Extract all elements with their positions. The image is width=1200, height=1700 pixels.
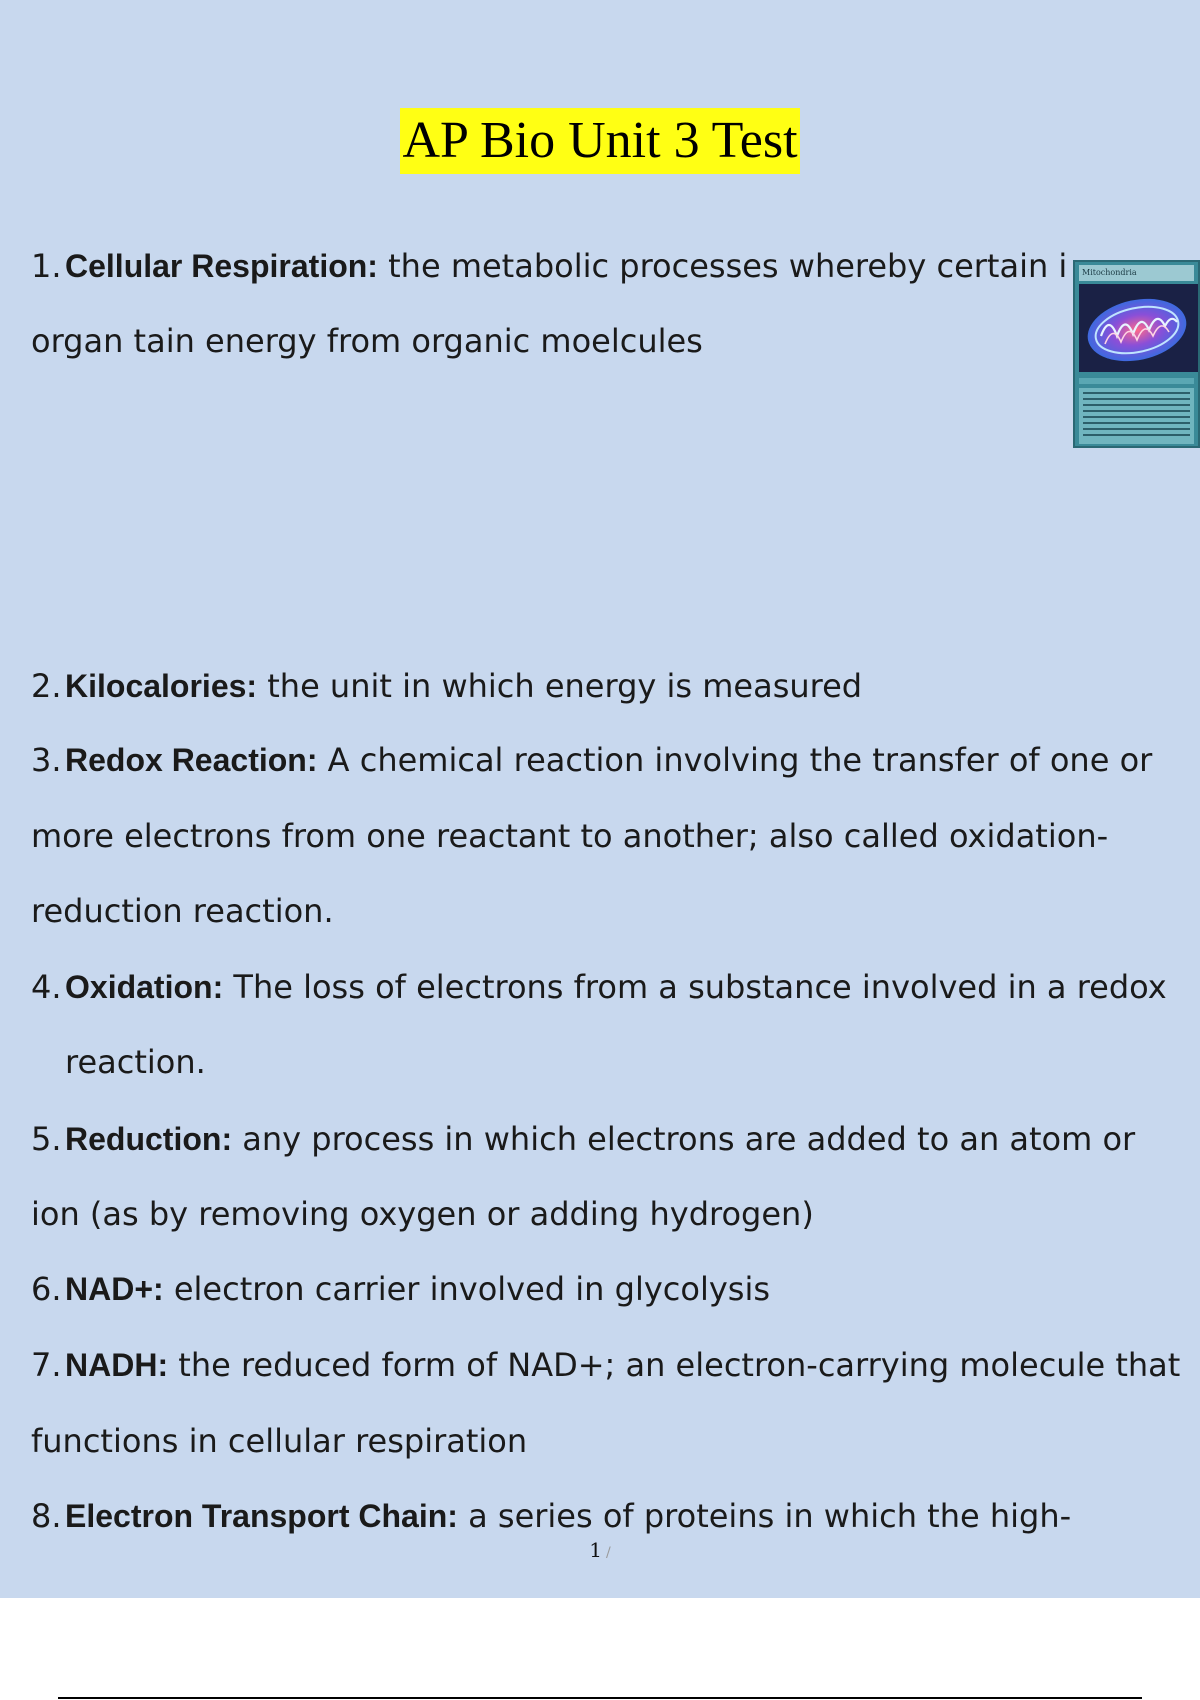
definition-text: the reduced form of NAD+; an electron-carrying molecule that xyxy=(178,1346,1181,1384)
definition-text: any process in which electrons are added to an atom or xyxy=(242,1120,1136,1158)
definition-continuation: organ tain energy from organic moelcules xyxy=(31,322,703,360)
image-caption-bar xyxy=(1079,378,1194,384)
term: NAD+: xyxy=(65,1271,164,1307)
definition-item xyxy=(31,1102,1194,1177)
item-number: 5. xyxy=(31,1120,62,1158)
page-title: AP Bio Unit 3 Test xyxy=(400,108,799,174)
definition-item xyxy=(31,649,1194,724)
term: Kilocalories: xyxy=(65,668,258,704)
definition-continuation: functions in cellular respiration xyxy=(31,1422,528,1460)
mitochondria-icon xyxy=(1079,284,1194,372)
term: Reduction: xyxy=(65,1121,233,1157)
footer-divider xyxy=(58,1697,1142,1699)
definition-continuation: reaction. xyxy=(65,1043,206,1081)
definition-text: The loss of electrons from a substance involved in a redox xyxy=(233,968,1167,1006)
term: Electron Transport Chain: xyxy=(65,1498,458,1534)
item-number: 3. xyxy=(31,741,62,779)
term: Redox Reaction: xyxy=(65,742,318,778)
mitochondria-card-image xyxy=(1073,260,1200,448)
item-number: 2. xyxy=(31,667,62,705)
definition-text: a series of proteins in which the high- xyxy=(468,1497,1072,1535)
item-number: 1. xyxy=(31,247,62,285)
title-container xyxy=(0,108,1200,174)
item-number: 7. xyxy=(31,1346,62,1384)
definition-item xyxy=(31,1252,1194,1327)
image-label: Mitochondria xyxy=(1079,265,1194,281)
item-number: 6. xyxy=(31,1270,62,1308)
definition-text: the unit in which energy is measured xyxy=(267,667,863,705)
item-number: 4. xyxy=(31,968,62,1006)
definition-continuation: more electrons from one reactant to another; also called oxidation- xyxy=(31,817,1109,855)
page-number-value: 1 xyxy=(589,1538,602,1562)
term: Oxidation: xyxy=(65,969,224,1005)
definition-item xyxy=(31,1328,1194,1403)
page-separator: / xyxy=(606,1545,611,1561)
term: NADH: xyxy=(65,1347,169,1383)
definition-text: A chemical reaction involving the transfer of one or xyxy=(327,741,1153,779)
page-number xyxy=(0,1538,1200,1562)
definition-text: the metabolic processes whereby certain i xyxy=(388,247,1068,285)
definition-item xyxy=(31,723,1194,798)
term: Cellular Respiration: xyxy=(65,248,378,284)
definition-continuation: reduction reaction. xyxy=(31,892,334,930)
definition-item xyxy=(31,229,1194,304)
image-text-block xyxy=(1079,388,1194,444)
item-number: 8. xyxy=(31,1497,62,1535)
definition-continuation: ion (as by removing oxygen or adding hydrogen) xyxy=(31,1195,814,1233)
definition-item xyxy=(31,950,1194,1025)
definition-text: electron carrier involved in glycolysis xyxy=(173,1270,770,1308)
